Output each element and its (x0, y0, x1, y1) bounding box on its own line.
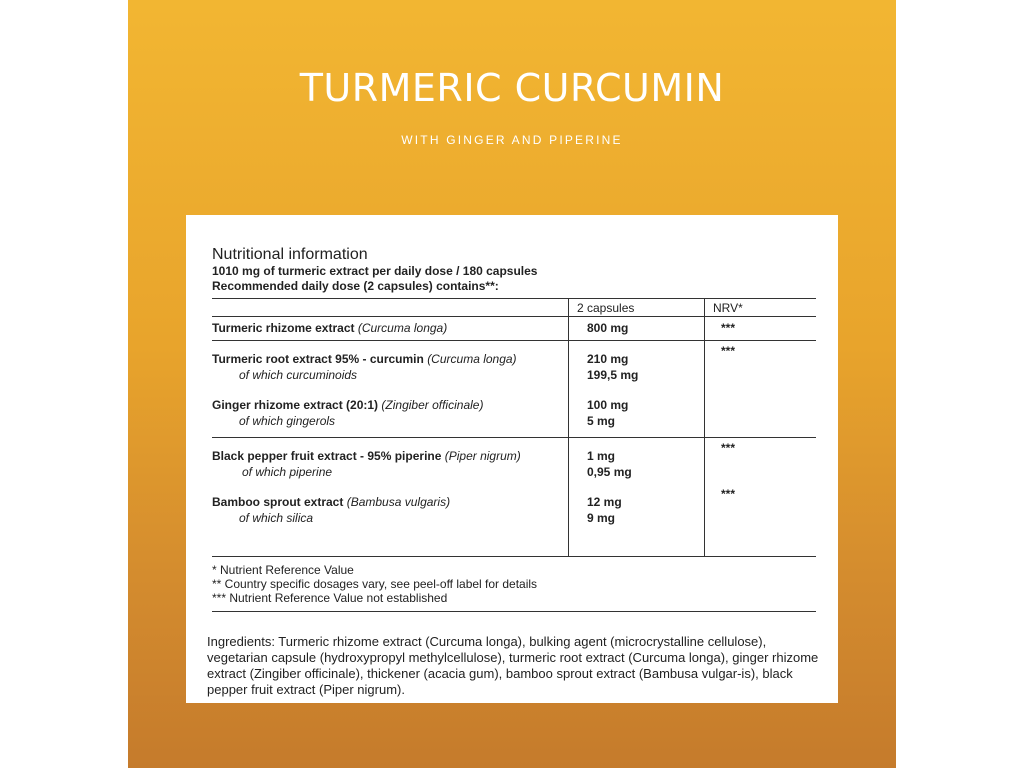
sub-ingredient: of which gingerols (239, 414, 336, 428)
amount: 210 mg (587, 352, 629, 366)
amount: 1 mg (587, 449, 616, 463)
ingredient-name: Ginger rhizome extract (20:1) (212, 398, 379, 412)
nutrition-card (186, 215, 838, 703)
sub-ingredient: of which curcuminoids (239, 368, 358, 382)
amount: 100 mg (587, 398, 629, 412)
ingredient-name: Turmeric rhizome extract (212, 321, 355, 335)
ingredient-latin: (Curcuma longa) (357, 321, 448, 335)
amount: 12 mg (587, 495, 622, 509)
sub-amount: 199,5 mg (587, 368, 639, 382)
ingredient-latin: (Curcuma longa) (427, 352, 517, 366)
sub-amount: 0,95 mg (587, 465, 632, 479)
sub-ingredient: of which piperine (242, 465, 333, 479)
sub-ingredient: of which silica (239, 511, 314, 525)
nrv-value: *** (721, 344, 736, 358)
sub-amount: 9 mg (587, 511, 616, 525)
table-row (212, 317, 816, 341)
nutrition-heading: Nutritional information (212, 246, 368, 263)
nutrition-table (212, 298, 816, 612)
nrv-value: *** (704, 317, 816, 340)
recommended-line: Recommended daily dose (2 capsules) contains**: (212, 279, 499, 293)
ingredient-name: Bamboo sprout extract (212, 495, 344, 509)
column-header-amount: 2 capsules (568, 299, 704, 316)
ingredient-name: Black pepper fruit extract - 95% piperine (212, 449, 442, 463)
nrv-value: *** (721, 487, 736, 501)
table-header (212, 299, 816, 317)
ingredient-latin: (Piper nigrum) (444, 449, 521, 463)
footnote: * Nutrient Reference Value (212, 563, 354, 577)
sub-amount: 5 mg (587, 414, 616, 428)
column-header-nrv: NRV* (704, 299, 816, 316)
ingredient-latin: (Bambusa vulgaris) (346, 495, 451, 509)
footnote: ** Country specific dosages vary, see peel-off label for details (212, 577, 538, 591)
amount: 800 mg (568, 317, 704, 340)
product-subtitle: WITH GINGER AND PIPERINE (401, 133, 623, 147)
product-title: TURMERIC CURCUMIN (299, 66, 725, 110)
ingredient-latin: (Zingiber officinale) (381, 398, 484, 412)
product-panel (128, 0, 896, 768)
table-row-group (212, 438, 816, 557)
nrv-value: *** (721, 441, 736, 455)
ingredient-name: Turmeric root extract 95% - curcumin (212, 352, 424, 366)
ingredients-text: Ingredients: Turmeric rhizome extract (Curcuma longa), bulking agent (microcrystalline cellulose), vegetarian capsule (hydroxypropyl methylcellulose), turmeric root extract (Curcuma longa), ginger rhizome extract (Zingiber officinale), thickener (acacia gum), bamboo sprout extract (Bambusa vulgar-is), black pepper fruit extract (Piper nigrum). (207, 634, 819, 697)
table-row-group (212, 341, 816, 438)
dose-line: 1010 mg of turmeric extract per daily dose / 180 capsules (212, 264, 538, 278)
footnotes (212, 557, 816, 612)
footnote: *** Nutrient Reference Value not established (212, 591, 448, 605)
